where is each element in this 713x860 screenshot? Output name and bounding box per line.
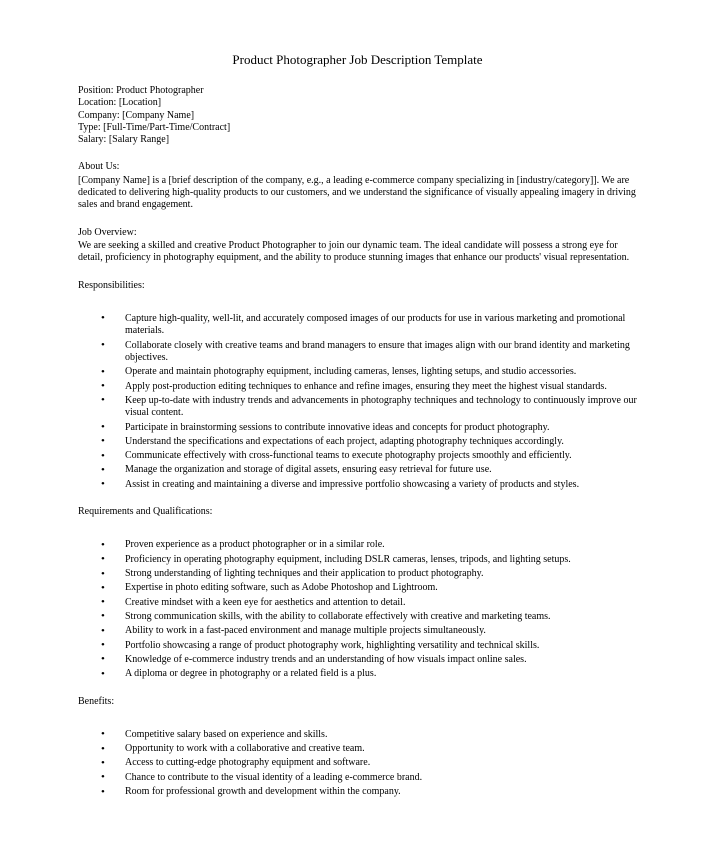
job-meta-block <box>78 85 637 146</box>
section-job-overview <box>78 227 637 265</box>
benefits-list <box>78 729 637 799</box>
list-item: • Proven experience as a product photographer or in a similar role. <box>125 539 637 551</box>
list-item: • Strong understanding of lighting techniques and their application to product photography. <box>125 568 637 580</box>
section-responsibilities <box>78 280 637 492</box>
about-us-paragraph: [Company Name] is a [brief description of the company, e.g., a leading e-commerce company specializing in [industry/category]]. We are dedicated to delivering high-quality products to our customers, and we understand the significance of visually appealing imagery in driving sales and brand engagement. <box>78 174 636 211</box>
list-item: • Manage the organization and storage of digital assets, ensuring easy retrieval for future use. <box>125 464 637 476</box>
list-item: • Communicate effectively with cross-functional teams to execute photography projects smoothly and efficiently. <box>125 450 637 462</box>
list-item: • Competitive salary based on experience and skills. <box>125 729 637 741</box>
list-item: • Ability to work in a fast-paced environment and manage multiple projects simultaneously. <box>125 625 637 637</box>
meta-line-company: Company: [Company Name] <box>78 109 195 121</box>
list-item: • Room for professional growth and development within the company. <box>125 786 637 798</box>
meta-line-location: Location: [Location] <box>78 97 162 109</box>
list-item: • Apply post-production editing techniques to enhance and refine images, ensuring they meet the highest visual standards. <box>125 381 637 393</box>
list-item: • Creative mindset with a keen eye for aesthetics and attention to detail. <box>125 597 637 609</box>
section-label-benefits: Benefits: <box>78 695 115 707</box>
section-about-us <box>78 161 637 211</box>
section-label-job-overview: Job Overview: <box>78 226 137 238</box>
list-item: • Knowledge of e-commerce industry trends and an understanding of how visuals impact online sales. <box>125 654 637 666</box>
list-item: • Strong communication skills, with the ability to collaborate effectively with creative and marketing teams. <box>125 611 637 623</box>
section-label-requirements: Requirements and Qualifications: <box>78 506 213 518</box>
list-item: • Access to cutting-edge photography equipment and software. <box>125 757 637 769</box>
document-title: Product Photographer Job Description Template <box>232 52 483 67</box>
list-item: • Proficiency in operating photography equipment, including DSLR cameras, lenses, tripods, and lighting setups. <box>125 554 637 566</box>
meta-line-position: Position: Product Photographer <box>78 85 204 96</box>
list-item: • Operate and maintain photography equipment, including cameras, lenses, lighting setups, and studio accessories. <box>125 366 637 378</box>
list-item: • Chance to contribute to the visual identity of a leading e-commerce brand. <box>125 772 637 784</box>
responsibilities-list <box>78 313 637 491</box>
list-item: • Collaborate closely with creative teams and brand managers to ensure that images align with our brand identity and marketing objectives. <box>125 340 637 365</box>
section-requirements <box>78 506 637 680</box>
section-label-about-us: About Us: <box>78 161 120 173</box>
list-item: • Expertise in photo editing software, such as Adobe Photoshop and Lightroom. <box>125 582 637 594</box>
list-item: • Understand the specifications and expectations of each project, adapting photography techniques accordingly. <box>125 436 637 448</box>
list-item: • Assist in creating and maintaining a diverse and impressive portfolio showcasing a variety of products and styles. <box>125 479 637 491</box>
meta-line-type: Type: [Full-Time/Part-Time/Contract] <box>78 121 231 133</box>
list-item: • A diploma or degree in photography or a related field is a plus. <box>125 668 637 680</box>
requirements-list <box>78 539 637 680</box>
list-item: • Participate in brainstorming sessions to contribute innovative ideas and concepts for product photography. <box>125 422 637 434</box>
list-item: • Portfolio showcasing a range of product photography work, highlighting versatility and technical skills. <box>125 640 637 652</box>
section-label-responsibilities: Responsibilities: <box>78 279 145 291</box>
meta-line-salary: Salary: [Salary Range] <box>78 134 170 146</box>
section-benefits <box>78 696 637 799</box>
list-item: • Keep up-to-date with industry trends and advancements in photography techniques and technology to continuously improve our visual content. <box>125 395 637 420</box>
list-item: • Capture high-quality, well-lit, and accurately composed images of our products for use in various marketing and promotional materials. <box>125 313 637 338</box>
job-overview-paragraph: We are seeking a skilled and creative Product Photographer to join our dynamic team. The ideal candidate will possess a strong eye for detail, proficiency in photography equipment, and the ability to produce stunning images that enhance our products' visual representation. <box>78 239 630 264</box>
list-item: • Opportunity to work with a collaborative and creative team. <box>125 743 637 755</box>
